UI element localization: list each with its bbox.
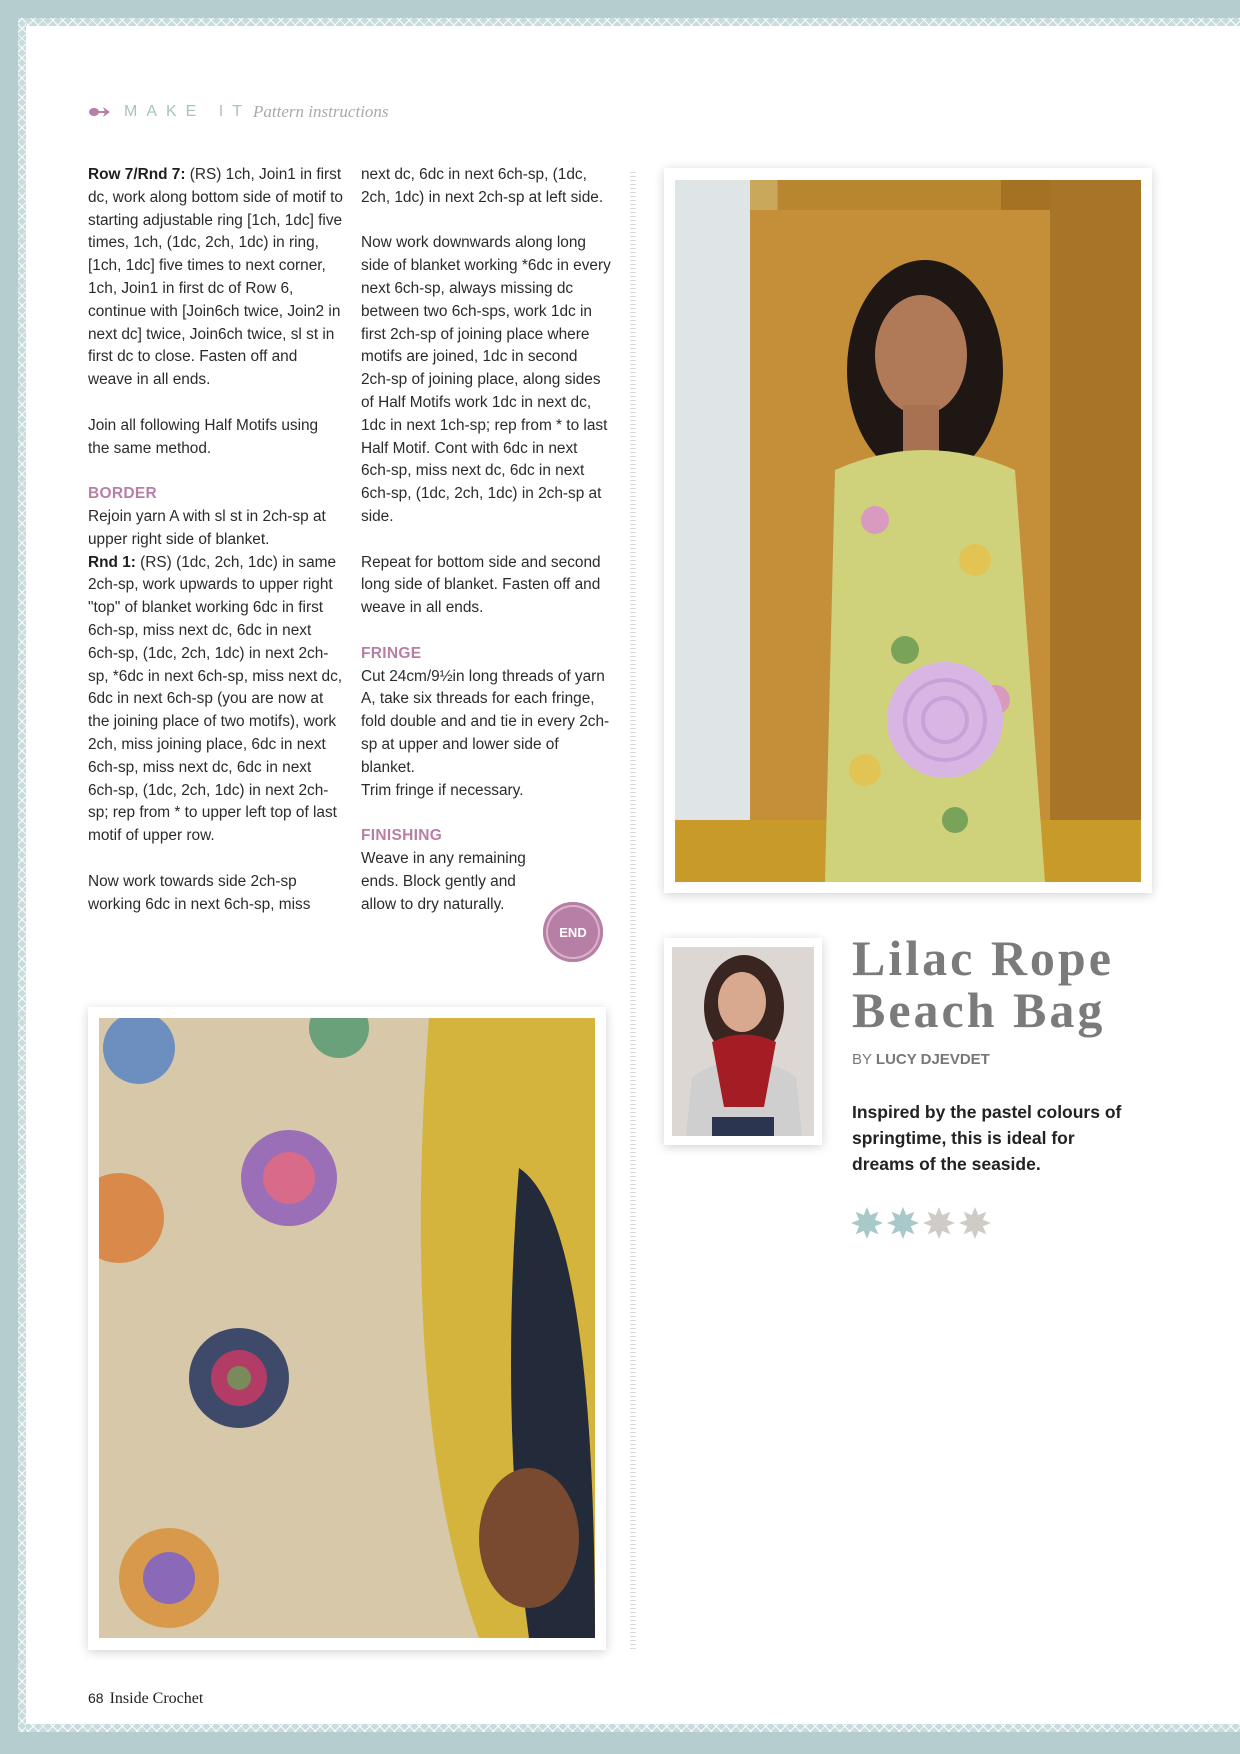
section-header bbox=[88, 100, 389, 124]
paragraph-finishing: Weave in any remaining ends. Block gently and allow to dry naturally. bbox=[361, 849, 526, 913]
paragraph-join: Join all following Half Motifs using the same method. bbox=[88, 416, 319, 457]
title-line-1: Lilac Rope bbox=[852, 930, 1114, 986]
end-badge: END bbox=[543, 902, 603, 962]
rnd1-text: (RS) (1dc, 2ch, 1dc) in same 2ch-sp, work upwards to upper right "top" of blanket working 6dc in first 6ch-sp, miss next dc, 6dc in next 6ch-sp, (1dc, 2ch, 1dc) in next 2ch-sp, *6dc in next 6ch-sp, miss next dc, 6dc in next 6ch-sp (you are now at the joining place of two motifs), work 2ch, miss joining place, 6dc in next 6ch-sp, miss next dc, 6dc in next 6ch-sp, (1dc, 2ch, 1dc) in next 2ch-sp; rep from * to upper left top of last motif of upper row. bbox=[88, 553, 343, 845]
page-number: 68 bbox=[88, 1690, 104, 1706]
section-label: MAKE IT bbox=[124, 103, 252, 120]
paragraph-fringe: Cut 24cm/9½in long threads of yarn A, take six threads for each fringe, fold double and and tie in every 2ch-sp at upper and lower side of blanket. bbox=[361, 667, 610, 776]
paragraph-towards: Now work towards side 2ch-sp working 6dc in next 6ch-sp, miss bbox=[88, 872, 311, 913]
project-intro: Inspired by the pastel colours of springtime, this is ideal for dreams of the seaside. bbox=[852, 1102, 1122, 1174]
crochet-blanket-photo bbox=[99, 1018, 595, 1638]
lace-border-bottom bbox=[24, 1724, 1240, 1732]
paragraph-continue: next dc, 6dc in next 6ch-sp, (1dc, 2ch, 1dc) in next 2ch-sp at left side. bbox=[361, 166, 604, 206]
author-photo-illustration bbox=[672, 947, 814, 1136]
author-photo bbox=[672, 947, 814, 1136]
title-line-2: Beach Bag bbox=[852, 982, 1106, 1038]
model-with-bag-photo bbox=[675, 180, 1141, 882]
main-photo-frame bbox=[664, 168, 1152, 893]
paragraph-downwards: Now work downwards along long side of blanket working *6dc in every next 6ch-sp, always missing dc between two 6ch-sps, work 1dc in first 2ch-sp of joining place where motifs are joined, 1dc in second 2ch-sp of joining place, along sides of Half Motifs work 1dc in next dc, 1dc in next 1ch-sp; rep from * to last Half Motif. Cont with 6dc in next 6ch-sp, miss next dc, 6dc in next 6ch-sp, (1dc, 2ch, 1dc) in 2ch-sp at side. bbox=[361, 234, 611, 525]
page-footer bbox=[88, 1690, 203, 1708]
row7-label: Row 7/Rnd 7: bbox=[88, 166, 186, 183]
difficulty-rating bbox=[850, 1206, 992, 1240]
star-filled-icon bbox=[886, 1206, 920, 1240]
byline bbox=[852, 1051, 990, 1068]
lace-border-left bbox=[18, 18, 26, 1732]
column-divider bbox=[630, 172, 636, 1650]
star-filled-icon bbox=[850, 1206, 884, 1240]
heading-border: BORDER bbox=[88, 485, 157, 503]
paragraph-trim: Trim fringe if necessary. bbox=[361, 781, 524, 799]
arrow-right-icon bbox=[88, 105, 112, 119]
heading-finishing: FINISHING bbox=[361, 827, 443, 845]
model-photo-illustration bbox=[675, 180, 1141, 882]
row7-text: (RS) 1ch, Join1 in first dc, work along bottom side of motif to starting adjustable ring [1ch, 1dc] five times, 1ch, (1dc, 2ch, 1dc) in ring, [1ch, 1dc] five times to next corner, 1ch, Join1 in first dc of Row 6, continue with [Join6ch twice, Join2 in next dc] twice, Join6ch twice, sl st in first dc to close. Fasten off and weave in all ends. bbox=[88, 166, 343, 389]
paragraph-repeat: Repeat for bottom side and second long side of blanket. Fasten off and weave in all ends. bbox=[361, 553, 601, 617]
star-empty-icon bbox=[958, 1206, 992, 1240]
project-title bbox=[852, 932, 1114, 1036]
rnd1-label: Rnd 1: bbox=[88, 553, 136, 571]
author-photo-frame bbox=[664, 938, 822, 1145]
magazine-name: Inside Crochet bbox=[109, 1690, 204, 1707]
author-name: LUCY DJEVDET bbox=[875, 1051, 990, 1068]
byline-prefix: BY bbox=[852, 1051, 876, 1068]
heading-fringe: FRINGE bbox=[361, 644, 422, 662]
blanket-photo-illustration bbox=[99, 1018, 595, 1638]
section-sublabel: Pattern instructions bbox=[253, 102, 389, 121]
blanket-photo-frame bbox=[88, 1007, 606, 1650]
star-empty-icon bbox=[922, 1206, 956, 1240]
paragraph-rnd1 bbox=[88, 552, 343, 848]
text-column-2 bbox=[361, 164, 611, 939]
paragraph-row7 bbox=[88, 164, 343, 392]
lace-border-top bbox=[24, 18, 1240, 26]
paragraph-border-intro: Rejoin yarn A with sl st in 2ch-sp at upper right side of blanket. bbox=[88, 507, 326, 548]
text-column-1 bbox=[88, 164, 343, 939]
